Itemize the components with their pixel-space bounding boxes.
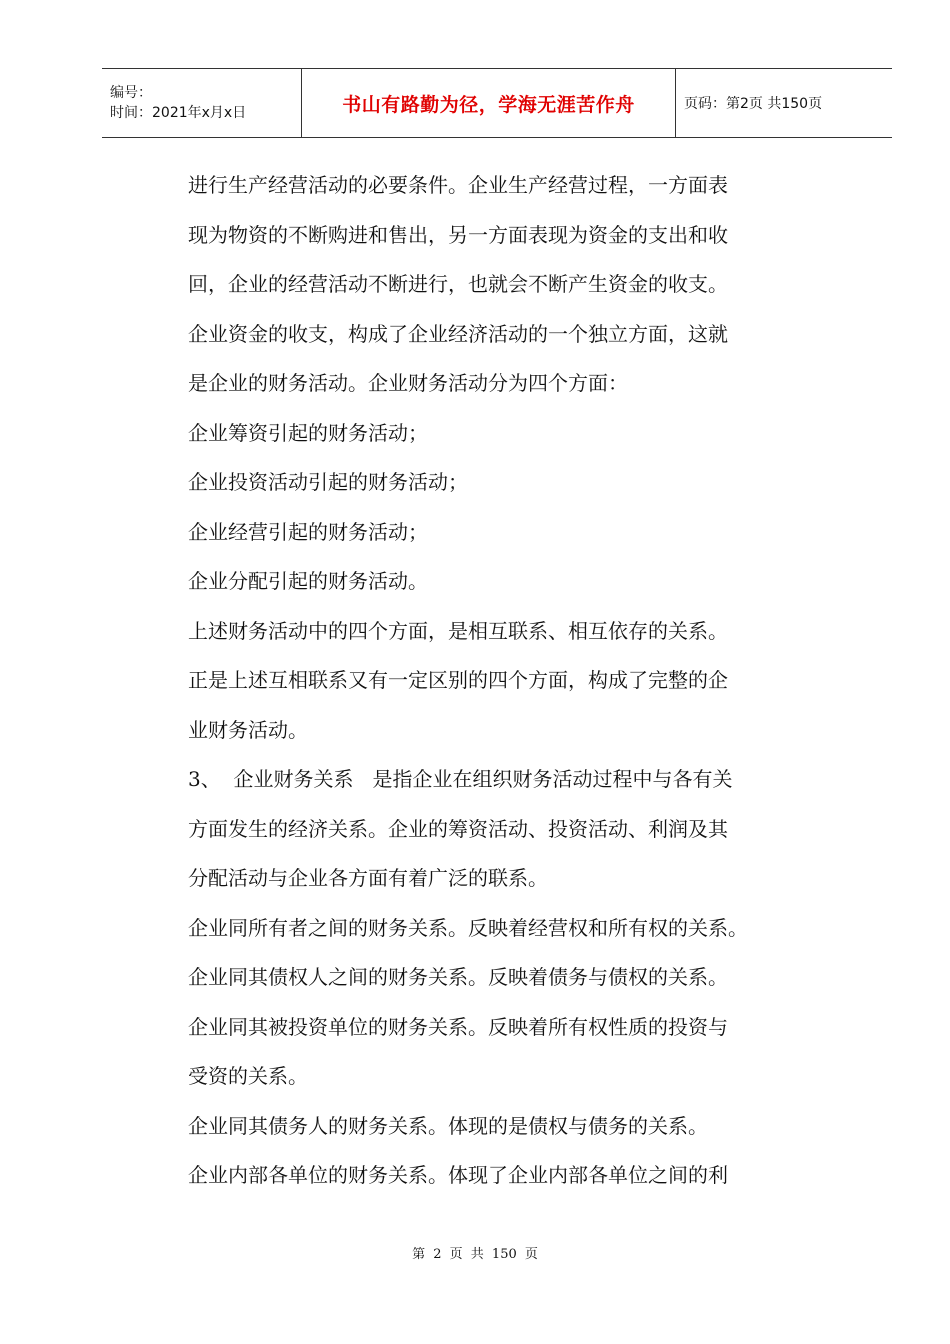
document-body xyxy=(188,161,808,1201)
body-line: 回，企业的经营活动不断进行，也就会不断产生资金的收支。 xyxy=(188,272,728,296)
header-meta xyxy=(102,69,302,137)
body-line: 企业同其被投资单位的财务关系。反映着所有权性质的投资与 xyxy=(188,1014,728,1039)
page-footer xyxy=(0,1243,950,1262)
body-line: 企业同其债务人的财务关系。体现的是债权与债务的关系。 xyxy=(188,1113,708,1138)
body-line: 企业投资活动引起的财务活动； xyxy=(188,470,468,494)
body-line: 是企业的财务活动。企业财务活动分为四个方面： xyxy=(188,371,628,395)
body-line: 业财务活动。 xyxy=(188,717,308,742)
body-line: 企业内部各单位的财务关系。体现了企业内部各单位之间的利 xyxy=(188,1163,728,1187)
header-page-info xyxy=(676,69,892,137)
header-motto xyxy=(302,69,676,137)
body-line: 企业经营引起的财务活动； xyxy=(188,519,428,544)
body-line: 现为物资的不断购进和售出，另一方面表现为资金的支出和收 xyxy=(188,222,728,247)
body-line: 上述财务活动中的四个方面，是相互联系、相互依存的关系。 xyxy=(188,618,728,643)
body-line: 正是上述互相联系又有一定区别的四个方面，构成了完整的企 xyxy=(188,668,728,692)
body-line: 3、 企业财务关系 是指企业在组织财务活动过程中与各有关 xyxy=(188,767,733,791)
body-line: 企业资金的收支，构成了企业经济活动的一个独立方面，这就 xyxy=(188,321,728,346)
body-line: 方面发生的经济关系。企业的筹资活动、投资活动、利润及其 xyxy=(188,816,728,841)
body-line: 企业分配引起的财务活动。 xyxy=(188,569,428,593)
motto-text: 书山有路勤为径，学海无涯苦作舟 xyxy=(342,93,635,116)
page-header xyxy=(102,68,892,138)
footer-page-number: 第 2 页 共 150 页 xyxy=(412,1247,538,1262)
time-label: 时间：2021年x月x日 xyxy=(110,105,247,121)
body-line: 进行生产经营活动的必要条件。企业生产经营过程，一方面表 xyxy=(188,173,728,197)
body-line: 分配活动与企业各方面有着广泛的联系。 xyxy=(188,866,548,890)
page-info-text: 页码：第2页 共150页 xyxy=(684,96,823,112)
body-line: 企业同其债权人之间的财务关系。反映着债务与债权的关系。 xyxy=(188,965,728,989)
body-line: 企业同所有者之间的财务关系。反映着经营权和所有权的关系。 xyxy=(188,915,748,940)
body-line: 企业筹资引起的财务活动； xyxy=(188,420,428,445)
number-label: 编号： xyxy=(110,85,152,101)
body-line: 受资的关系。 xyxy=(188,1064,308,1088)
